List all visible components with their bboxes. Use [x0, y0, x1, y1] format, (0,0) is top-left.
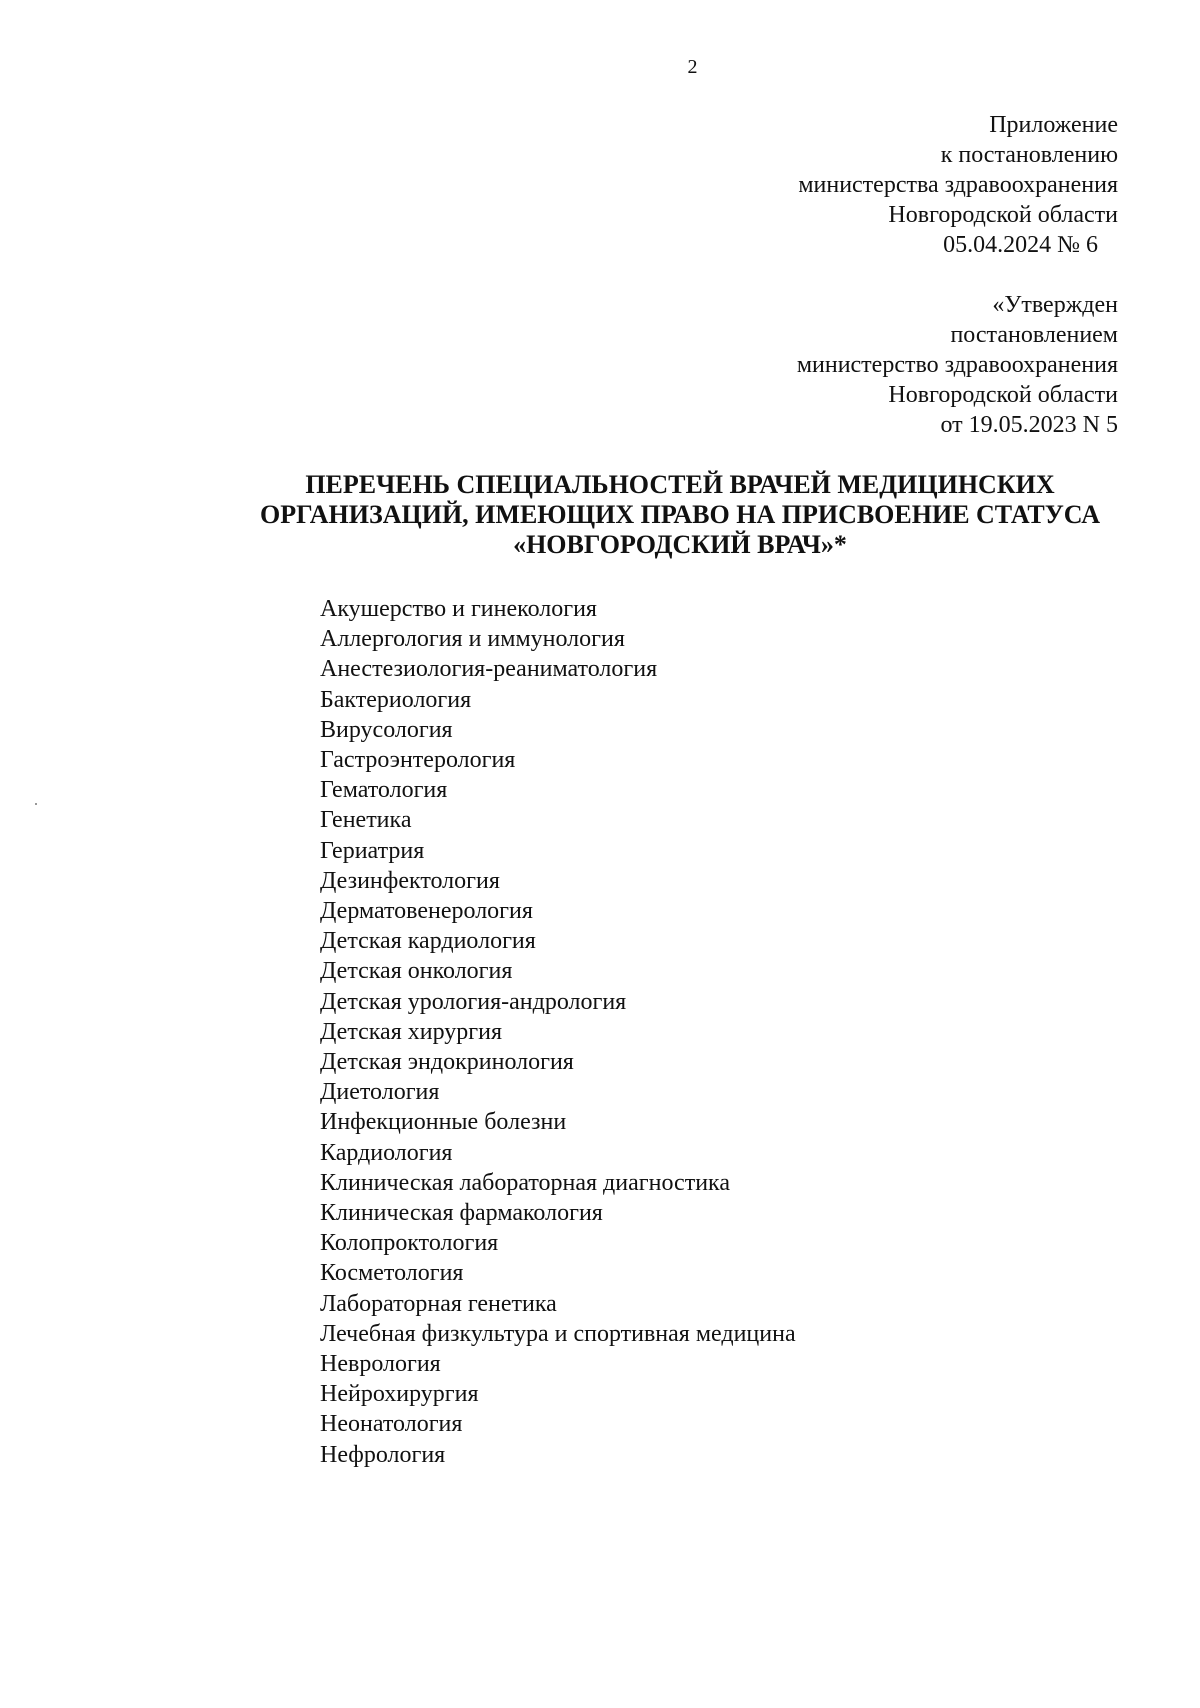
specialty-item: Детская онкология — [320, 958, 513, 985]
title-line: «НОВГОРОДСКИЙ ВРАЧ»* — [513, 530, 847, 559]
specialty-item: Клиническая лабораторная диагностика — [320, 1169, 730, 1196]
specialty-item: Детская урология-андрология — [320, 988, 627, 1015]
approved-line: от 19.05.2023 N 5 — [940, 412, 1118, 438]
specialty-item: Гастроэнтерология — [320, 747, 516, 774]
annex-block — [798, 110, 1118, 260]
specialty-item: Генетика — [320, 807, 412, 834]
specialty-item: Детская эндокринология — [320, 1049, 574, 1076]
specialty-item: Дезинфектология — [320, 867, 500, 894]
annex-line: к постановлению — [940, 142, 1118, 168]
specialty-item: Гериатрия — [320, 837, 425, 864]
specialty-item: Нейрохирургия — [320, 1381, 479, 1408]
specialty-item: Акушерство и гинекология — [320, 596, 597, 622]
specialty-list — [320, 594, 796, 1470]
specialty-item: Аллергология и иммунология — [320, 626, 625, 653]
scan-speck — [35, 803, 37, 805]
title-line: ОРГАНИЗАЦИЙ, ИМЕЮЩИХ ПРАВО НА ПРИСВОЕНИЕ СТАТУСА — [259, 500, 1101, 529]
specialty-item: Лабораторная генетика — [320, 1290, 557, 1317]
specialty-item: Неврология — [320, 1351, 441, 1378]
approved-line: Новгородской области — [888, 382, 1118, 408]
specialty-item: Кардиология — [320, 1139, 453, 1166]
annex-line: министерства здравоохранения — [798, 172, 1118, 198]
specialty-item: Детская хирургия — [320, 1018, 502, 1045]
specialty-item: Инфекционные болезни — [320, 1109, 567, 1136]
specialty-item: Неонатология — [320, 1411, 463, 1438]
specialty-item: Диетология — [320, 1079, 440, 1106]
specialty-item: Клиническая фармакология — [320, 1200, 603, 1227]
specialty-item: Гематология — [320, 777, 448, 804]
annex-date-line: 05.04.2024 № 6 — [943, 232, 1098, 258]
page-number: 2 — [687, 56, 698, 78]
annex-line: Приложение — [989, 112, 1118, 138]
document-title — [230, 470, 1130, 560]
specialty-item: Вирусология — [320, 716, 453, 743]
approved-line: постановлением — [950, 322, 1118, 348]
specialty-item: Колопроктология — [320, 1230, 499, 1257]
specialty-item: Анестезиология-реаниматология — [320, 656, 658, 683]
approved-line: министерство здравоохранения — [796, 352, 1118, 378]
specialty-item: Нефрология — [320, 1441, 446, 1468]
approved-line: «Утвержден — [992, 292, 1118, 318]
annex-line: Новгородской области — [888, 202, 1118, 228]
specialty-item: Детская кардиология — [320, 928, 536, 955]
specialty-item: Лечебная физкультура и спортивная медицина — [320, 1320, 796, 1347]
approved-block — [797, 290, 1118, 440]
specialty-item: Дерматовенерология — [320, 898, 533, 925]
title-line: ПЕРЕЧЕНЬ СПЕЦИАЛЬНОСТЕЙ ВРАЧЕЙ МЕДИЦИНСКИХ — [305, 470, 1055, 499]
specialty-item: Косметология — [320, 1260, 464, 1287]
specialty-item: Бактериология — [320, 686, 472, 713]
